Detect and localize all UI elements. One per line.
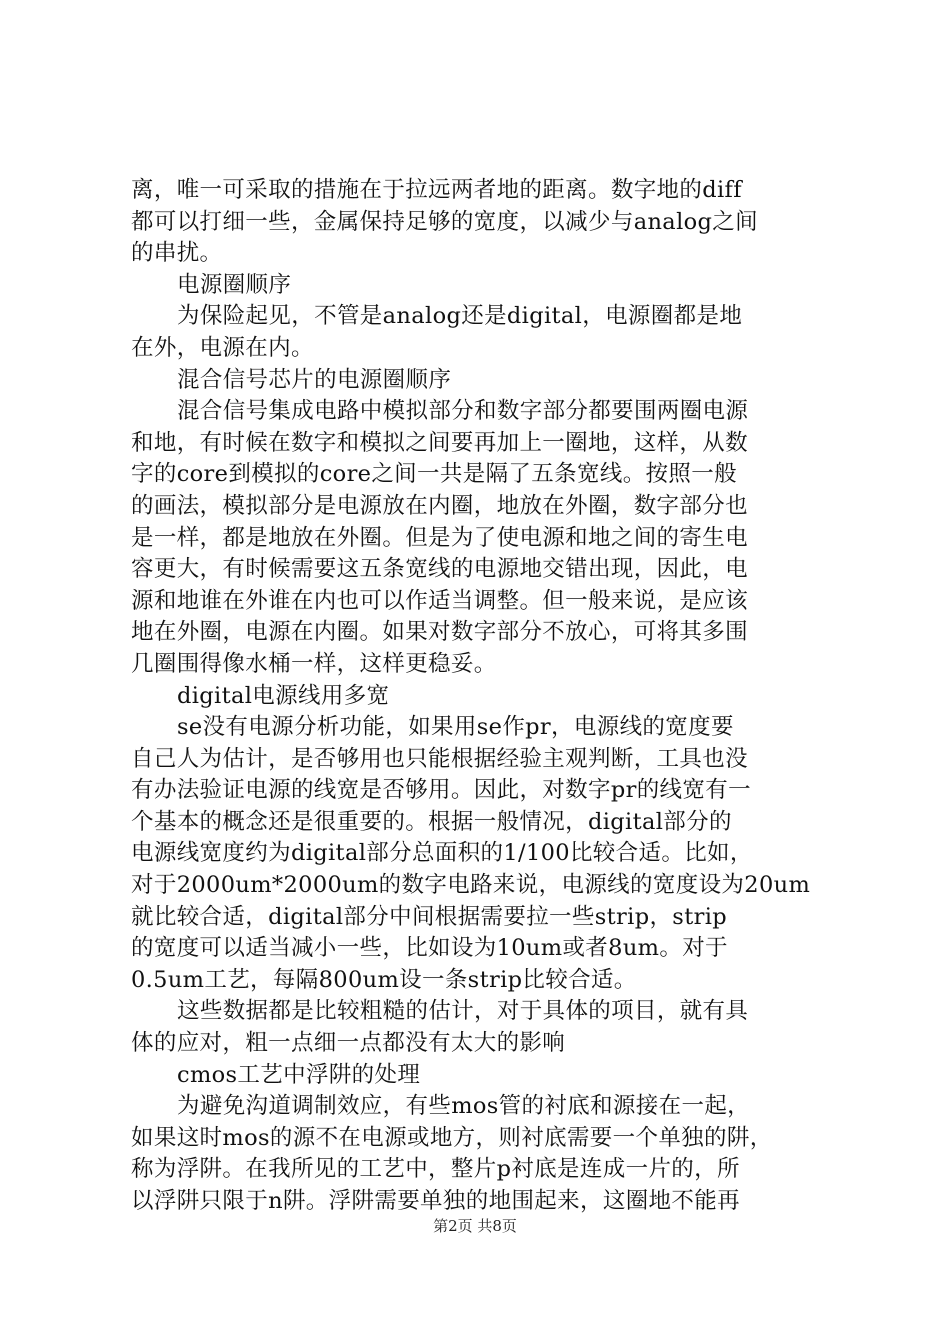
text-line: 个基本的概念还是很重要的。根据一般情况，digital部分的 (131, 808, 732, 835)
text-line: 字的core到模拟的core之间一共是隔了五条宽线。按照一般 (131, 461, 737, 488)
text-line: 地在外圈，电源在内圈。如果对数字部分不放心，可将其多围 (131, 619, 748, 646)
text-line: digital电源线用多宽 (177, 682, 390, 709)
text-line: 电源圈顺序 (177, 271, 292, 298)
page-footer: 第2页 共8页 (433, 1217, 517, 1235)
text-line: 源和地谁在外谁在内也可以作适当调整。但一般来说，是应该 (131, 587, 748, 614)
text-line: 混合信号芯片的电源圈顺序 (177, 366, 452, 393)
text-line: 就比较合适，digital部分中间根据需要拉一些strip，strip (131, 903, 727, 930)
text-line: se没有电源分析功能，如果用se作pr，电源线的宽度要 (177, 714, 734, 741)
text-line: 容更大，有时候需要这五条宽线的电源地交错出现，因此，电 (131, 556, 748, 583)
text-line: 为保险起见，不管是analog还是digital，电源圈都是地 (177, 303, 743, 330)
text-line: cmos工艺中浮阱的处理 (177, 1061, 421, 1088)
text-line: 这些数据都是比较粗糙的估计，对于具体的项目，就有具 (177, 998, 749, 1025)
text-line: 称为浮阱。在我所见的工艺中，整片p衬底是连成一片的，所 (131, 1156, 740, 1183)
text-line: 混合信号集成电路中模拟部分和数字部分都要围两圈电源 (177, 398, 749, 425)
text-line: 离，唯一可采取的措施在于拉远两者地的距离。数字地的diff (131, 177, 742, 203)
text-line: 和地，有时候在数字和模拟之间要再加上一圈地，这样，从数 (131, 429, 748, 456)
text-line: 都可以打细一些，金属保持足够的宽度，以减少与analog之间 (131, 208, 758, 235)
text-line: 体的应对，粗一点细一点都没有太大的影响 (131, 1030, 566, 1057)
text-line: 的宽度可以适当减小一些，比如设为10um或者8um。对于 (131, 935, 728, 962)
text-line: 以浮阱只限于n阱。浮阱需要单独的地围起来，这圈地不能再 (131, 1188, 740, 1214)
text-line: 对于2000um*2000um的数字电路来说，电源线的宽度设为20um (131, 872, 811, 899)
text-line: 几圈围得像水桶一样，这样更稳妥。 (131, 650, 497, 677)
text-line: 电源线宽度约为digital部分总面积的1/100比较合适。比如， (131, 840, 753, 867)
body-text (131, 175, 831, 1218)
text-line: 的串扰。 (131, 240, 223, 267)
text-line: 自己人为估计，是否够用也只能根据经验主观判断，工具也没 (131, 745, 748, 772)
text-line: 0.5um工艺，每隔800um设一条strip比较合适。 (131, 966, 637, 993)
text-line: 是一样，都是地放在外圈。但是为了使电源和地之间的寄生电 (131, 524, 748, 551)
text-line: 在外，电源在内。 (131, 334, 314, 361)
text-line: 有办法验证电源的线宽是否够用。因此，对数字pr的线宽有一 (131, 777, 751, 804)
text-line: 如果这时mos的源不在电源或地方，则衬底需要一个单独的阱， (131, 1124, 773, 1151)
text-line: 的画法，模拟部分是电源放在内圈，地放在外圈，数字部分也 (131, 492, 748, 519)
text-line: 为避免沟道调制效应，有些mos管的衬底和源接在一起， (177, 1093, 751, 1120)
